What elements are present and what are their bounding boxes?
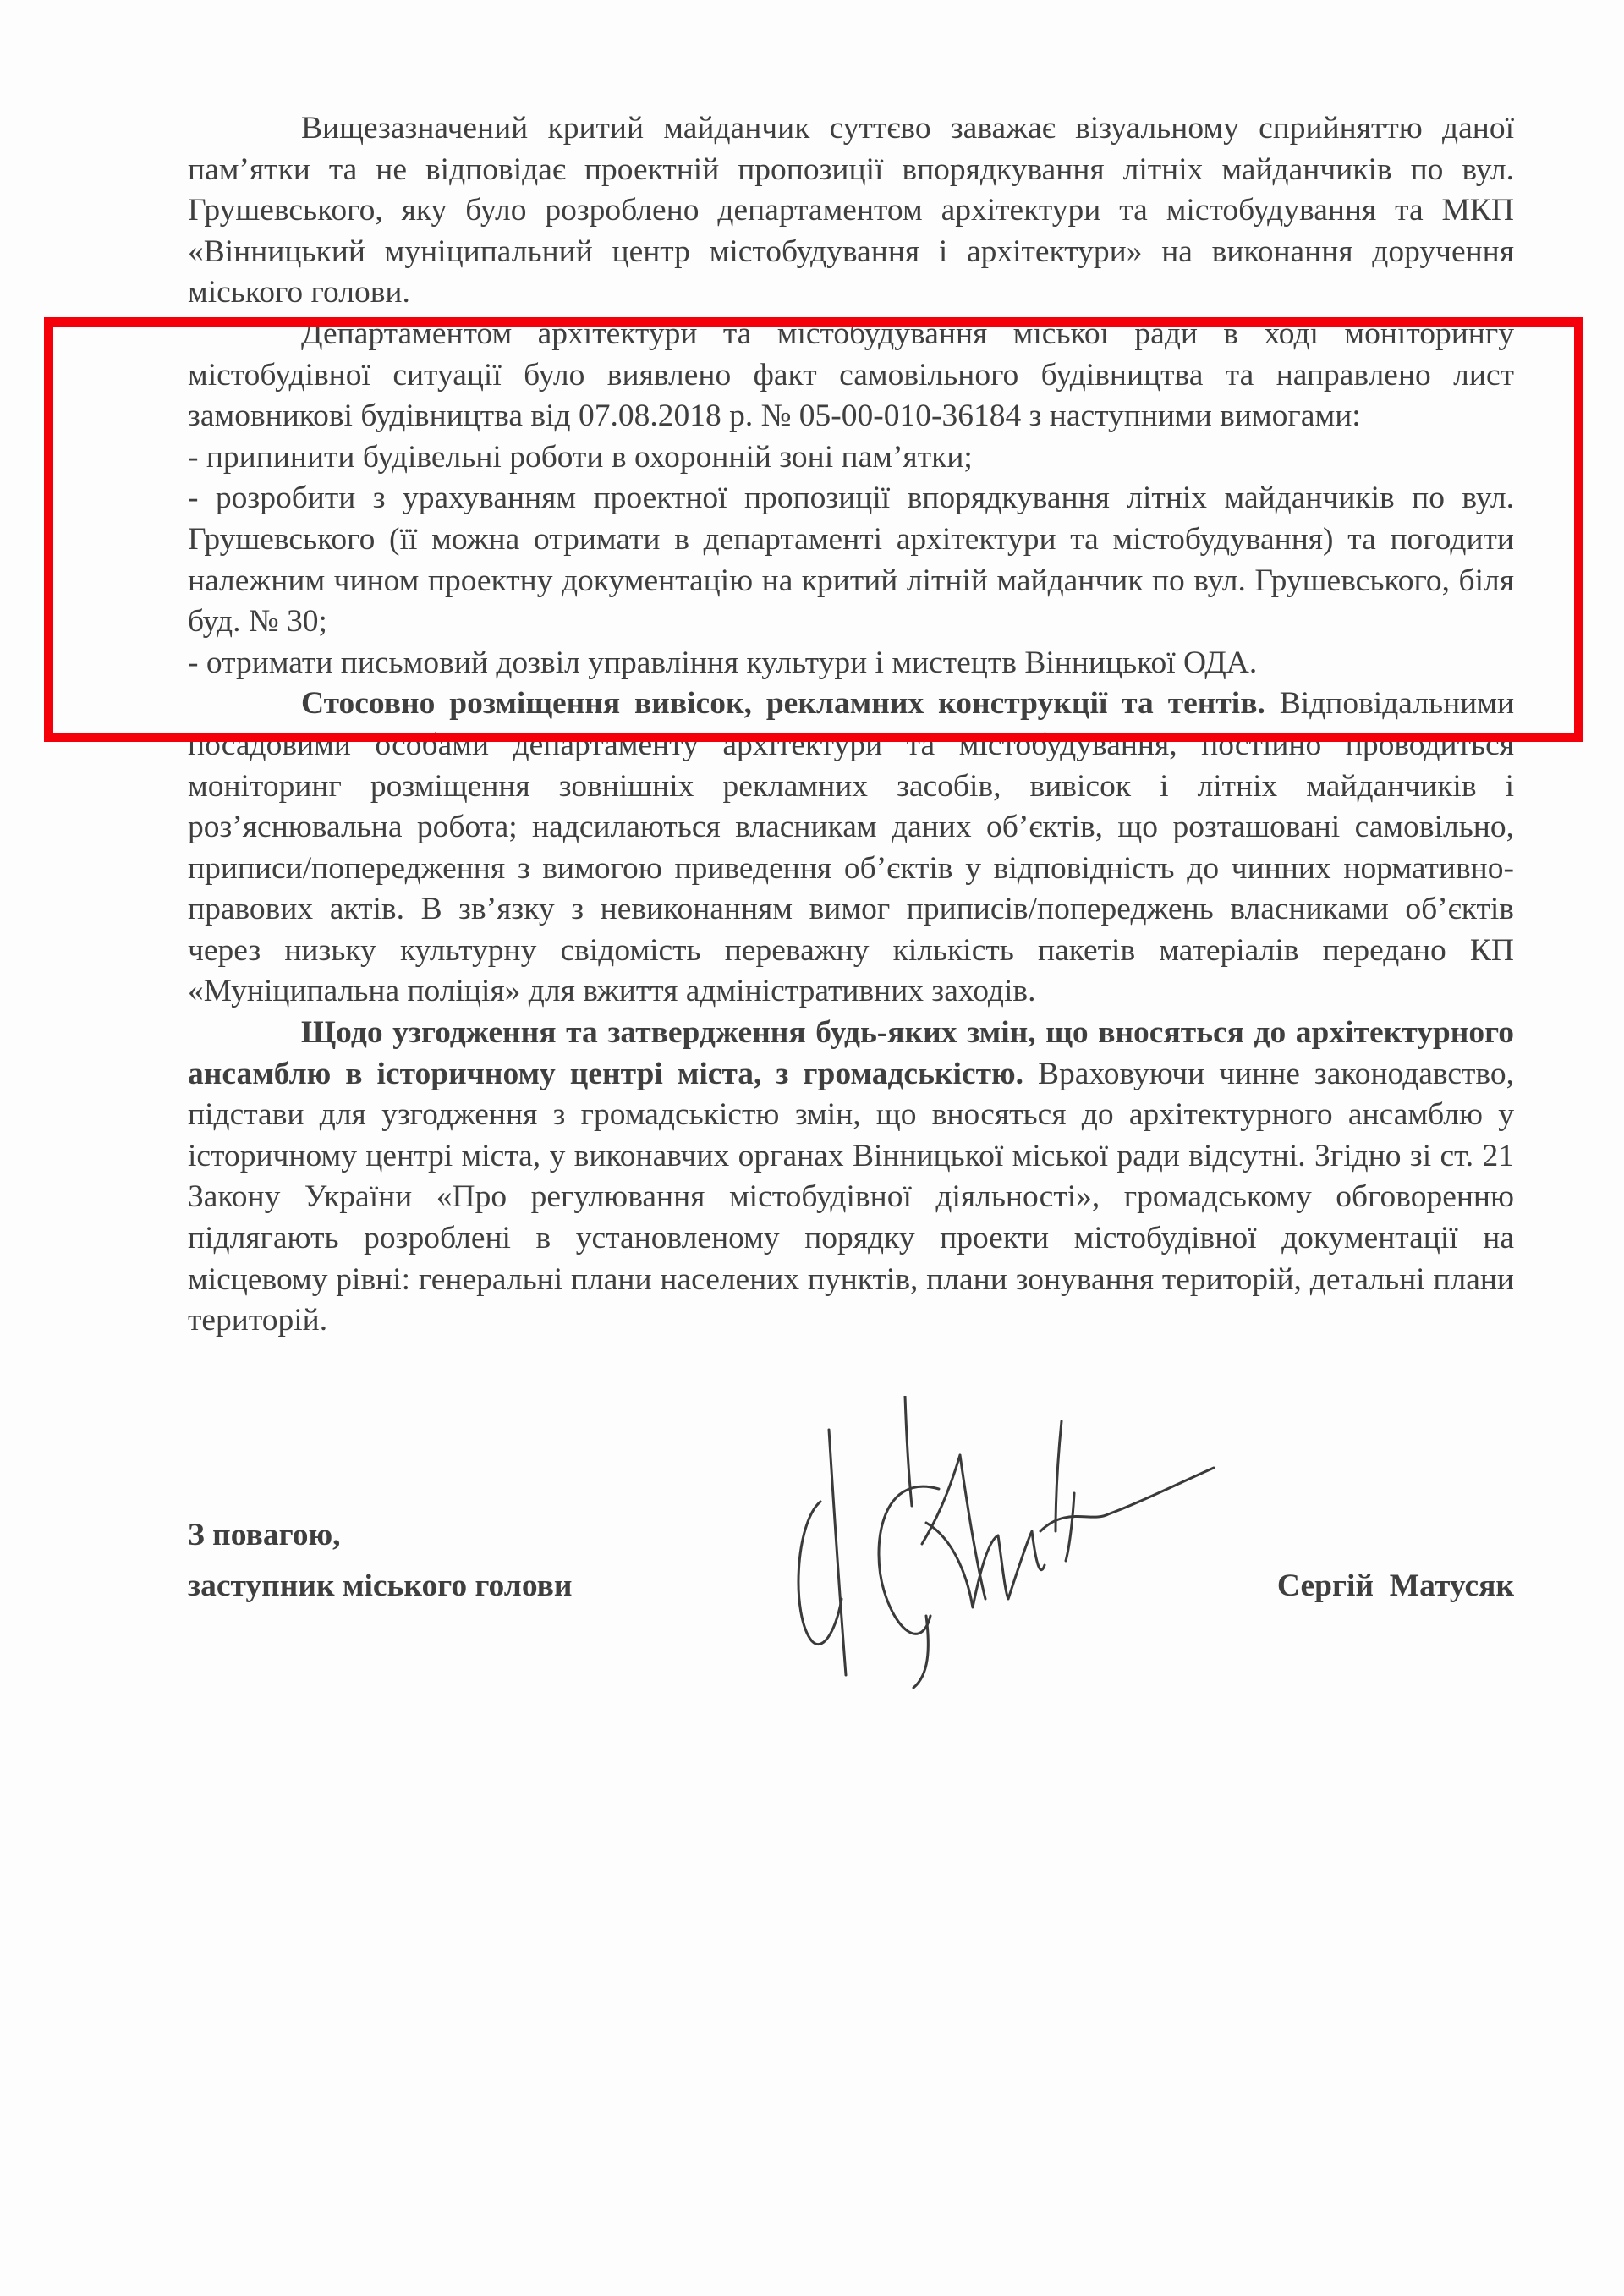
closing-phrase: З повагою, — [188, 1518, 341, 1552]
section-signs-heading: Стосовно розміщення вивісок, рекламних конструкції та тентів. — [301, 686, 1265, 722]
signoff-left — [188, 1510, 573, 1612]
requirement-item: - розробити з урахуванням проектної пропозиції впорядкування літніх майданчиків по вул. Грушевського (її можна отримати в департаменті архітектури та містобудування) та погодити належним чином проектну документацію на критий літній майданчик по вул. Грушевського, біля буд. № 30; — [188, 481, 1514, 640]
requirement-item: - отримати письмовий дозвіл управління культури і мистецтв Вінницької ОДА. — [188, 645, 1258, 680]
paragraph-monument-impact: Вищезазначений критий майданчик суттєво заважає візуальному сприйняттю даної пам’ятки та не відповідає проектній пропозиції впорядкування літніх майданчиків по вул. Грушевського, яку було розроблено департаментом архітектури та містобудування та МКП «Вінницький муніципальний центр містобудування і архітектури» на виконання доручення міського голови. — [188, 111, 1514, 310]
requirement-item: - припинити будівельні роботи в охоронній зоні пам’ятки; — [188, 439, 973, 475]
paragraph-department-monitoring: Департаментом архітектури та містобудування міської ради в ході моніторингу містобудівної ситуації було виявлено факт самовільного будівництва та направлено лист замовникові будівництва від 07.08.2018 р. № 05-00-010-36184 з наступними вимогами: — [188, 316, 1514, 434]
section-public — [188, 1013, 1514, 1342]
signer-position: заступник міського голови — [188, 1568, 573, 1603]
letter-body — [188, 108, 1514, 1342]
section-signs — [188, 684, 1514, 1013]
signer-name: Сергій Матусяк — [1276, 1568, 1514, 1603]
handwritten-signature — [787, 1396, 1243, 1717]
section-signs-body: Відповідальними посадовими особами департаменту архітектури та містобудування, постійно проводиться моніторинг розміщення зовнішніх рекламних засобів, вивісок і літніх майданчиків і роз’яснювальна робота; надсилаються власникам даних об’єктів, що розташовані самовільно, приписи/попередження з вимогою приведення об’єктів у відповідність до чинних нормативно-правових актів. В зв’язку з невиконанням вимог приписів/попереджень власниками об’єктів через низьку культурну свідомість переважну кількість пакетів матеріалів передано КП «Муніципальна поліція» для вжиття адміністративних заходів. — [188, 686, 1515, 1009]
section-public-heading: Щодо узгодження та затвердження будь-яких змін, що вносяться до архітектурного ансамблю в історичному центрі міста, з громадськістю. — [188, 1015, 1514, 1091]
section-public-body: Враховуючи чинне законодавство, підстави для узгодження з громадськістю змін, що вносяться до архітектурного ансамблю у історичному центрі міста, у виконавчих органах Вінницької міської ради відсутні. Згідно зі ст. 21 Закону України «Про регулювання містобудівної діяльності», громадському обговоренню підлягають розроблені в установленому порядку проекти містобудівної документації на місцевому рівні: генеральні плани населених пунктів, плани зонування територій, детальні плани територій. — [188, 1056, 1515, 1338]
